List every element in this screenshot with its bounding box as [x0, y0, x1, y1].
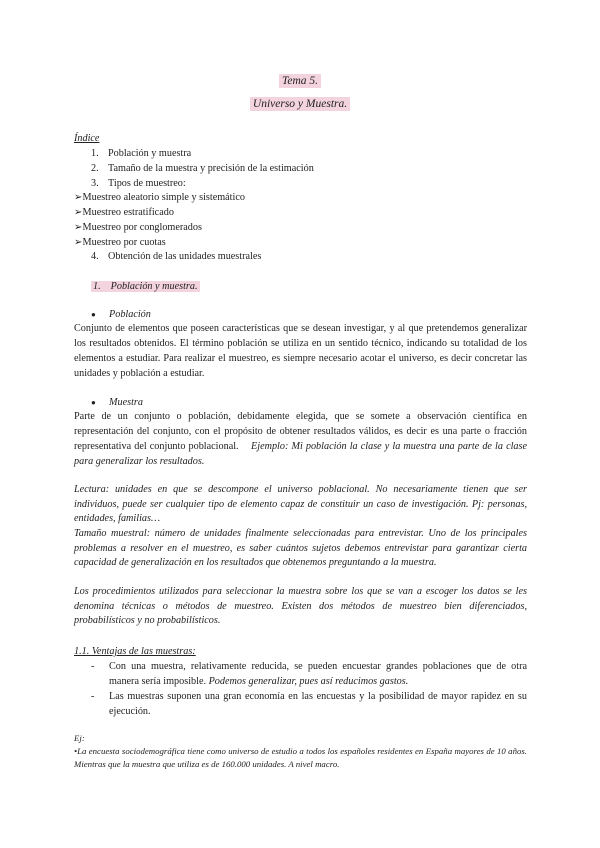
procedimientos-note: Los procedimientos utilizados para seleccionar la muestra sobre los que se van a escoger los datos se les denomina técnicas o métodos de muestreo. Existen dos métodos de muestreo bien diferenciados, probabilísticos y no probabilísticos. — [74, 586, 527, 626]
bullet-icon: ● — [91, 398, 96, 407]
index-item-3: 3. Tipos de muestreo: — [91, 178, 186, 189]
index-arrow-item-1: ➢Muestreo aleatorio simple y sistemático — [74, 192, 245, 203]
index-item-2: 2. Tamaño de la muestra y precisión de la estimación — [91, 163, 314, 174]
arrow-icon: ➢ — [74, 207, 83, 218]
title-line-1: Tema 5. — [0, 75, 600, 87]
poblacion-heading: ● Población — [91, 309, 151, 320]
ventajas-dash-1: - — [91, 661, 95, 672]
index-arrow-item-3: ➢Muestreo por conglomerados — [74, 222, 202, 233]
ventajas-dash-2: - — [91, 691, 95, 702]
index-item-1: 1. Población y muestra — [91, 148, 192, 159]
tamano-muestral-note: Tamaño muestral: número de unidades finalmente seleccionadas para entrevistar. Uno de los principales problemas a resolver en el muestreo, es saber cuántos sujetos debemos entrevistar para garantizar cierta capacidad de generalización en los resultados que obtenemos preguntando a la muestra. — [74, 528, 527, 568]
muestra-text: Parte de un conjunto o población, debidamente elegida, que se somete a observación científica en representación del conjunto, con el propósito de obtener resultados válidos, es decir es una parte o fracción representativa del conjunto poblacional. Ejemplo: Mi población la clase y la muestra una parte de la clase para generalizar los resultados. — [74, 411, 527, 467]
section-1-heading: 1. Población y muestra. — [93, 281, 198, 292]
ejemplo-label: Ej: — [74, 733, 85, 743]
ventajas-item-2: Las muestras suponen una gran economía en las encuestas y la posibilidad de mayor rapidez en su ejecución. — [109, 691, 527, 717]
ventajas-heading: 1.1. Ventajas de las muestras: — [74, 646, 196, 657]
index-arrow-item-2: ➢Muestreo estratificado — [74, 207, 174, 218]
arrow-icon: ➢ — [74, 192, 83, 203]
ejemplo-text: •La encuesta sociodemográfica tiene como universo de estudio a todos los españoles residentes en España mayores de 10 años. Mientras que la muestra que utiliza es de 160.000 unidades. A nivel macro. — [74, 746, 527, 769]
muestra-heading: ● Muestra — [91, 397, 143, 408]
ventajas-item-1: Con una muestra, relativamente reducida, se pueden encuestar grandes poblaciones que de otra manera sería imposible. Podemos generalizar, pues así reducimos gastos. — [109, 661, 527, 687]
index-arrow-item-4: ➢Muestreo por cuotas — [74, 237, 166, 248]
lectura-note: Lectura: unidades en que se descompone el universo poblacional. No necesariamente tienen que ser individuos, puede ser cualquier tipo de elemento capaz de constituir un caso de investigación. Pj: personas, entidades, familias… — [74, 484, 527, 524]
title-line-2: Universo y Muestra. — [0, 98, 600, 110]
arrow-icon: ➢ — [74, 222, 83, 233]
bullet-icon: ● — [91, 310, 96, 319]
index-heading: Índice — [74, 133, 100, 144]
index-item-4: 4. Obtención de las unidades muestrales — [91, 251, 262, 262]
arrow-icon: ➢ — [74, 237, 83, 248]
poblacion-text: Conjunto de elementos que poseen características que se desean investigar, y al que pretendemos generalizar los resultados obtenidos. El término población se utiliza en un sentido técnico, indicando su totalidad de los elementos a estudiar. Para realizar el muestreo, es siempre necesario acotar el universo, es decir concretar las unidades y población a estudiar. — [74, 323, 527, 379]
